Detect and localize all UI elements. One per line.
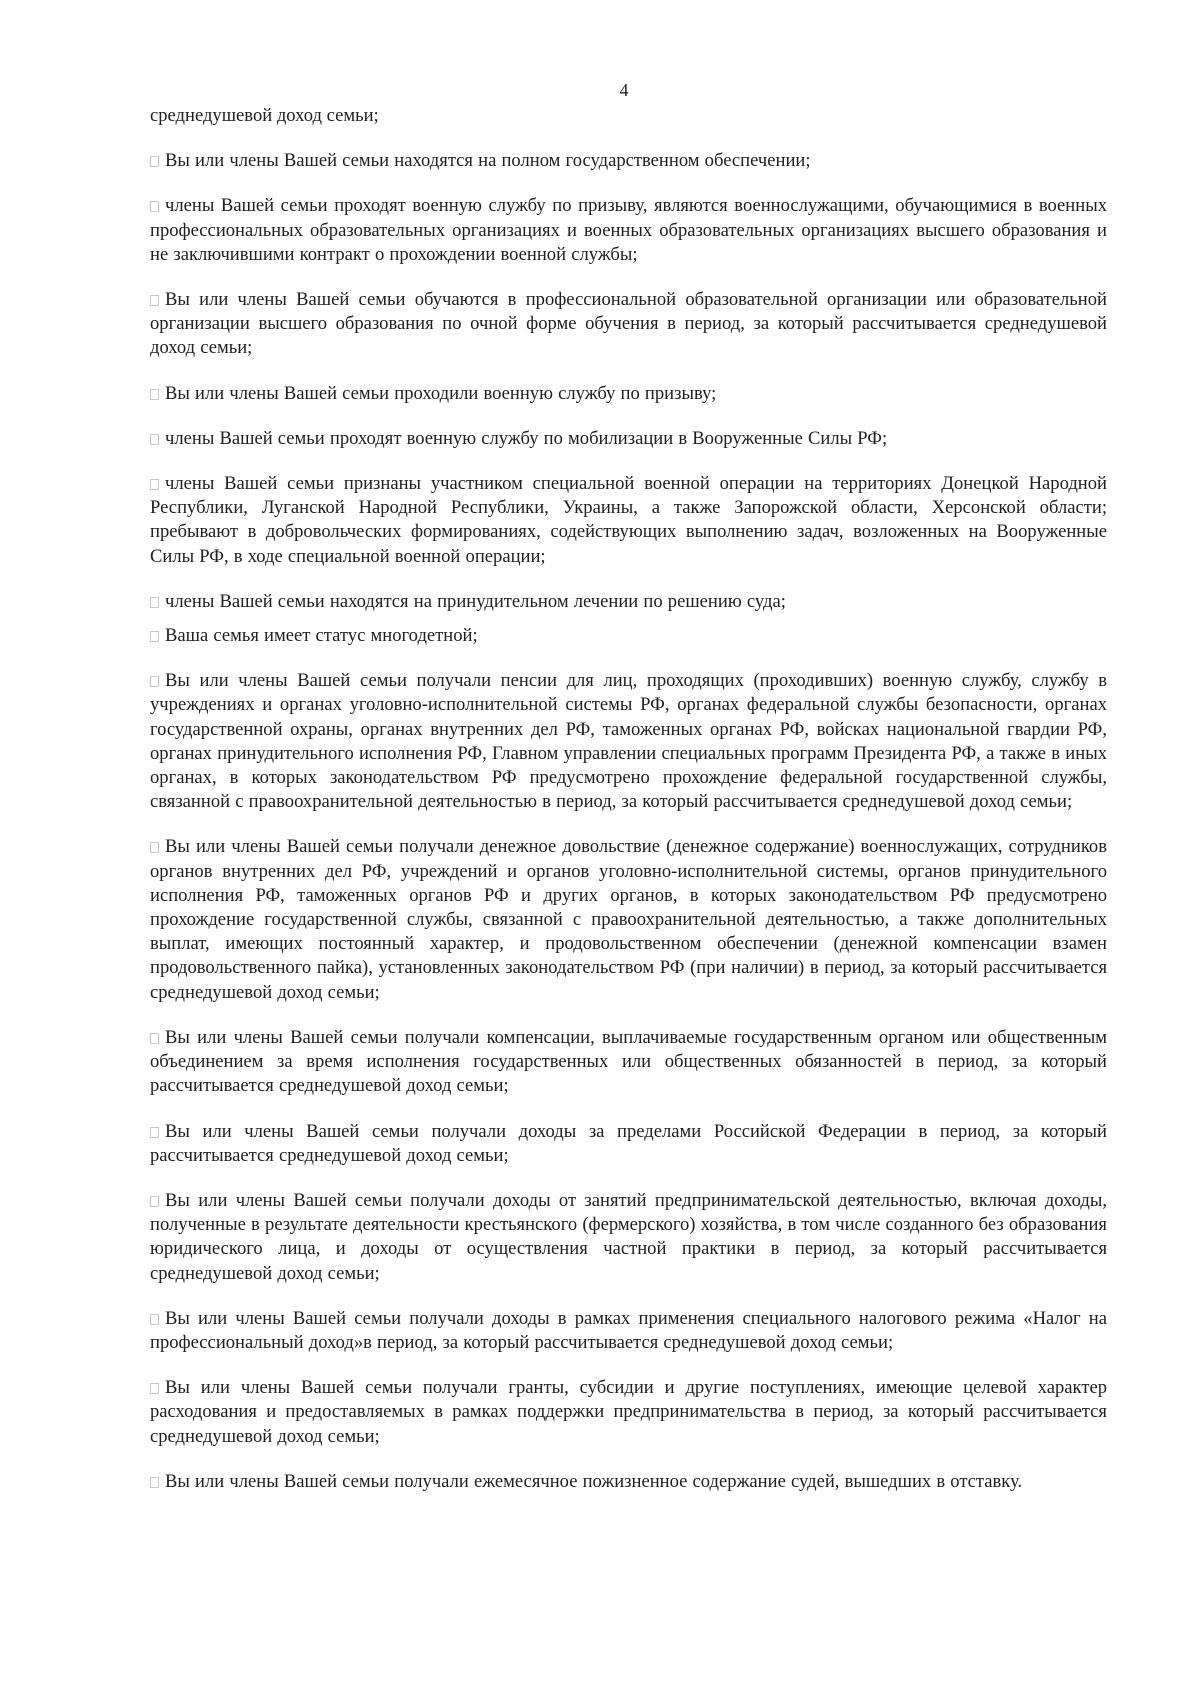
list-item-text: Вы или члены Вашей семьи получали гранты, субсидии и другие поступлениях, имеющие целевой характер расходования и предоставляемых в рамках поддержки предпринимательства в период, за который рассчитывается среднедушевой доход семьи; [150,1377,1107,1447]
checkbox-icon[interactable] [150,631,159,642]
checkbox-icon[interactable] [150,156,159,167]
document-body [150,104,1107,1515]
checkbox-icon[interactable] [150,1383,159,1394]
list-item-text: Вы или члены Вашей семьи получали доходы в рамках применения специального налогового режима «Налог на профессиональный доход»в период, за который рассчитывается среднедушевой доход семьи; [150,1307,1107,1353]
list-item-text: члены Вашей семьи проходят военную службу по призыву, являются военнослужащими, обучающимися в военных профессиональных образовательных организациях и военных образовательных организациях высшего образования и не заключившими контракт о прохождении военной службы; [150,195,1107,265]
list-item [150,835,1107,1004]
checkbox-icon[interactable] [150,1127,159,1138]
list-item-text: члены Вашей семьи признаны участником специальной военной операции на территориях Донецкой Народной Республики, Луганской Народной Республики, Украины, а также Запорожской области, Херсонской области; пребывают в добровольческих формированиях, содействующих выполнению задач, возложенных на Вооруженные Силы РФ, в ходе специальной военной операции; [150,473,1107,567]
checkbox-icon[interactable] [150,1196,159,1207]
list-item [150,194,1107,267]
list-item [150,1470,1107,1494]
checkbox-icon[interactable] [150,842,159,853]
list-item [150,1376,1107,1449]
list-item [150,1026,1107,1099]
list-item [150,382,1107,406]
list-item-text: члены Вашей семьи находятся на принудительном лечении по решению суда; [165,590,786,612]
list-item-text: Вы или члены Вашей семьи проходили военную службу по призыву; [165,382,717,404]
list-item-text: Вы или члены Вашей семьи обучаются в профессиональной образовательной организации или образовательной организации высшего образования по очной форме обучения в период, за который рассчитывается среднедушевой доход семьи; [150,289,1107,359]
list-item-text: члены Вашей семьи проходят военную службу по мобилизации в Вооруженные Силы РФ; [165,427,888,449]
list-item [150,1120,1107,1168]
list-item [150,1307,1107,1355]
checkbox-icon[interactable] [150,597,159,608]
checkbox-icon[interactable] [150,434,159,445]
intro-line: среднедушевой доход семьи; [150,105,379,126]
checkbox-icon[interactable] [150,295,159,306]
list-item-text: Вы или члены Вашей семьи получали доходы от занятий предпринимательской деятельностью, включая доходы, полученные в результате деятельности крестьянского (фермерского) хозяйства, в том числе созданного без образования юридического лица, и доходы от осуществления частной практики в период, за который рассчитывается среднедушевой доход семьи; [150,1189,1107,1284]
checkbox-icon[interactable] [150,676,159,687]
checkbox-icon[interactable] [150,201,159,212]
list-item-text: Вы или члены Вашей семьи получали денежное довольствие (денежное содержание) военнослужащих, сотрудников органов внутренних дел РФ, учреждений и органов уголовно-исполнительной системы, органов принудительного исполнения РФ, таможенных органов РФ и других органов, в которых законодательством РФ предусмотрено прохождение государственной службы, связанной с правоохранительной деятельностью, а также дополнительных выплат, имеющих постоянный характер, и продовольственном обеспечении (денежной компенсации взамен продовольственного пайка), установленных законодательством РФ (при наличии) в период, за который рассчитывается среднедушевой доход семьи; [150,836,1107,1003]
list-item [150,624,1107,648]
checkbox-icon[interactable] [150,1033,159,1044]
list-item [150,472,1107,569]
checkbox-icon[interactable] [150,1314,159,1325]
list-item-text: Вы или члены Вашей семьи получали доходы за пределами Российской Федерации в период, за который рассчитывается среднедушевой доход семьи; [150,1120,1107,1166]
checkbox-icon[interactable] [150,1477,159,1488]
list-item [150,590,1107,614]
list-item-text: Вы или члены Вашей семьи получали пенсии для лиц, проходящих (проходивших) военную службу, службу в учреждениях и органах уголовно-исполнительной системы РФ, органах федеральной службы безопасности, органах государственной охраны, органах внутренних дел РФ, таможенных органах РФ, войсках национальной гвардии РФ, органах принудительного исполнения РФ, Главном управлении специальных программ Президента РФ, а также в иных органах, в которых законодательством РФ предусмотрено прохождение федеральной государственной службы, связанной с правоохранительной деятельностью в период, за который рассчитывается среднедушевой доход семьи; [150,670,1107,813]
list-item [150,288,1107,361]
page-number: 4 [619,80,629,100]
list-item [150,149,1107,173]
list-item [150,1189,1107,1286]
checkbox-icon[interactable] [150,389,159,400]
list-item [150,669,1107,814]
list-item [150,427,1107,451]
list-item-text: Вы или члены Вашей семьи находятся на полном государственном обеспечении; [165,150,811,172]
checkbox-icon[interactable] [150,479,159,490]
list-item-text: Вы или члены Вашей семьи получали компенсации, выплачиваемые государственным органом или общественным объединением за время исполнения государственных или общественных обязанностей в период, за который рассчитывается среднедушевой доход семьи; [150,1026,1107,1097]
list-item-text: Вы или члены Вашей семьи получали ежемесячное пожизненное содержание судей, вышедших в отставку. [165,1470,1023,1492]
list-item-text: Ваша семья имеет статус многодетной; [165,625,478,647]
